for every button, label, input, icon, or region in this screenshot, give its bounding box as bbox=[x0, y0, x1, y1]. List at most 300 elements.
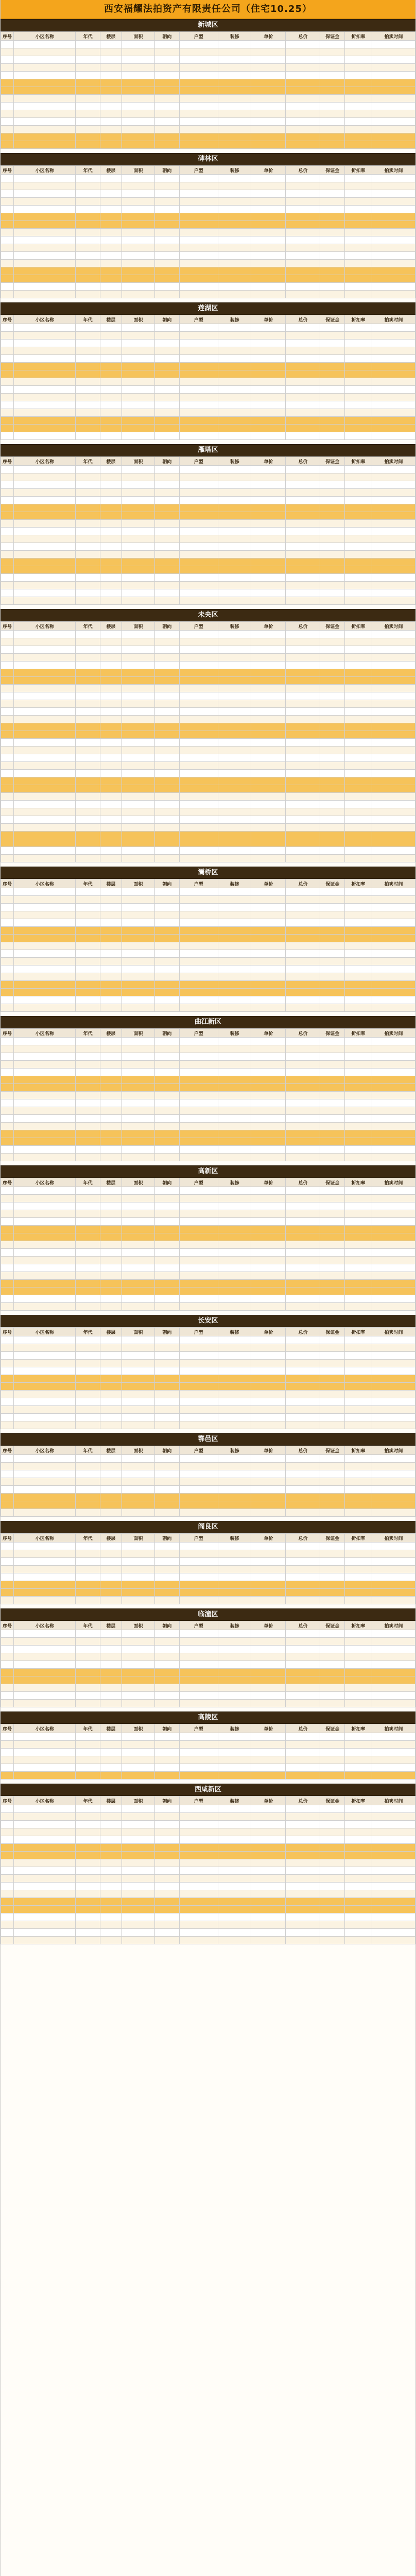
table-cell bbox=[179, 1375, 218, 1383]
table-cell bbox=[1, 198, 14, 206]
table-row bbox=[1, 1257, 415, 1264]
table-cell bbox=[251, 685, 286, 692]
column-header: 小区名称 bbox=[14, 1446, 76, 1455]
column-header: 拍卖时间 bbox=[372, 879, 415, 888]
column-header: 小区名称 bbox=[14, 1621, 76, 1630]
section-spacer bbox=[1, 1707, 415, 1711]
table-cell bbox=[320, 1828, 345, 1836]
table-cell bbox=[218, 839, 251, 847]
table-cell bbox=[14, 1733, 76, 1741]
table-row bbox=[1, 1692, 415, 1700]
table-cell bbox=[372, 762, 415, 770]
table-cell bbox=[372, 597, 415, 605]
table-row bbox=[1, 1233, 415, 1241]
table-cell bbox=[1, 785, 14, 793]
column-header: 拍卖时间 bbox=[372, 315, 415, 324]
table-cell bbox=[155, 1421, 180, 1429]
table-cell bbox=[286, 762, 320, 770]
table-cell bbox=[14, 1383, 76, 1391]
table-cell bbox=[372, 252, 415, 260]
table-cell bbox=[14, 110, 76, 118]
table-cell bbox=[179, 1741, 218, 1749]
table-cell bbox=[286, 1898, 320, 1906]
table-cell bbox=[372, 190, 415, 198]
table-cell bbox=[372, 793, 415, 801]
table-cell bbox=[286, 1875, 320, 1883]
table-cell bbox=[100, 236, 122, 244]
table-cell bbox=[100, 332, 122, 340]
table-cell bbox=[218, 558, 251, 566]
table-cell bbox=[179, 1053, 218, 1061]
table-cell bbox=[1, 401, 14, 409]
table-cell bbox=[320, 1455, 345, 1463]
table-row bbox=[1, 1470, 415, 1478]
table-cell bbox=[320, 942, 345, 950]
column-header: 拍卖时间 bbox=[372, 1446, 415, 1455]
table-cell bbox=[251, 1004, 286, 1012]
table-cell bbox=[14, 1344, 76, 1352]
table-cell bbox=[345, 497, 372, 504]
table-cell bbox=[76, 1099, 100, 1107]
table-cell bbox=[218, 1249, 251, 1257]
table-cell bbox=[251, 1053, 286, 1061]
table-cell bbox=[286, 72, 320, 79]
table-row bbox=[1, 1684, 415, 1692]
table-cell bbox=[251, 981, 286, 989]
table-cell bbox=[14, 669, 76, 677]
column-header: 年代 bbox=[76, 1446, 100, 1455]
table-cell bbox=[122, 677, 154, 685]
table-cell bbox=[320, 126, 345, 133]
table-cell bbox=[179, 48, 218, 56]
table-cell bbox=[155, 747, 180, 754]
table-cell bbox=[100, 118, 122, 126]
table-cell bbox=[179, 1630, 218, 1638]
table-cell bbox=[14, 1280, 76, 1287]
table-cell bbox=[286, 543, 320, 551]
table-cell bbox=[76, 118, 100, 126]
table-cell bbox=[76, 888, 100, 896]
table-cell bbox=[14, 221, 76, 229]
table-cell bbox=[122, 1684, 154, 1692]
table-cell bbox=[320, 927, 345, 935]
table-cell bbox=[251, 816, 286, 824]
table-cell bbox=[251, 1669, 286, 1676]
table-cell bbox=[251, 911, 286, 919]
table-cell bbox=[14, 1414, 76, 1421]
table-cell bbox=[251, 260, 286, 267]
table-cell bbox=[122, 597, 154, 605]
table-cell bbox=[345, 1092, 372, 1099]
table-row bbox=[1, 1543, 415, 1550]
table-cell bbox=[218, 79, 251, 87]
table-cell bbox=[251, 1421, 286, 1429]
table-cell bbox=[218, 512, 251, 520]
table-cell bbox=[14, 839, 76, 847]
table-cell bbox=[1, 221, 14, 229]
table-cell bbox=[286, 1406, 320, 1414]
table-cell bbox=[218, 1821, 251, 1828]
table-cell bbox=[155, 723, 180, 731]
table-cell bbox=[122, 1202, 154, 1210]
table-cell bbox=[179, 1092, 218, 1099]
column-header: 装修 bbox=[218, 457, 251, 466]
table-cell bbox=[218, 824, 251, 832]
table-cell bbox=[76, 1669, 100, 1676]
table-cell bbox=[345, 973, 372, 981]
table-cell bbox=[14, 1756, 76, 1764]
column-header: 保证金 bbox=[320, 1621, 345, 1630]
table-cell bbox=[251, 1130, 286, 1138]
table-cell bbox=[1, 1414, 14, 1421]
table-cell bbox=[76, 1772, 100, 1780]
table-cell bbox=[1, 777, 14, 785]
table-cell bbox=[76, 1463, 100, 1470]
table-cell bbox=[251, 244, 286, 252]
table-cell bbox=[14, 692, 76, 700]
table-cell bbox=[320, 1558, 345, 1566]
table-cell bbox=[218, 1630, 251, 1638]
table-cell bbox=[76, 1692, 100, 1700]
table-cell bbox=[76, 1455, 100, 1463]
table-cell bbox=[122, 1406, 154, 1414]
table-cell bbox=[179, 847, 218, 855]
table-cell bbox=[122, 1414, 154, 1421]
table-cell bbox=[320, 566, 345, 574]
table-cell bbox=[345, 1805, 372, 1813]
table-cell bbox=[251, 589, 286, 597]
table-cell bbox=[76, 1828, 100, 1836]
table-cell bbox=[122, 566, 154, 574]
table-cell bbox=[122, 1898, 154, 1906]
column-header: 户型 bbox=[179, 457, 218, 466]
table-cell bbox=[122, 1375, 154, 1383]
table-cell bbox=[218, 473, 251, 481]
table-cell bbox=[100, 386, 122, 394]
column-header: 序号 bbox=[1, 1724, 14, 1733]
table-cell bbox=[372, 1764, 415, 1772]
table-cell bbox=[320, 1241, 345, 1249]
table-cell bbox=[372, 1821, 415, 1828]
table-cell bbox=[14, 1653, 76, 1661]
table-cell bbox=[345, 1890, 372, 1898]
table-cell bbox=[372, 425, 415, 432]
table-cell bbox=[122, 646, 154, 654]
table-cell bbox=[155, 708, 180, 716]
table-cell bbox=[345, 1638, 372, 1646]
table-cell bbox=[372, 110, 415, 118]
table-cell bbox=[372, 1661, 415, 1669]
table-cell bbox=[320, 1123, 345, 1130]
table-cell bbox=[251, 1501, 286, 1509]
table-cell bbox=[1, 1890, 14, 1898]
table-cell bbox=[320, 1045, 345, 1053]
table-cell bbox=[286, 1867, 320, 1875]
table-cell bbox=[1, 1669, 14, 1676]
column-header: 序号 bbox=[1, 879, 14, 888]
table-cell bbox=[122, 1890, 154, 1898]
table-cell bbox=[100, 417, 122, 425]
table-cell bbox=[155, 1684, 180, 1692]
table-cell bbox=[372, 520, 415, 528]
table-cell bbox=[345, 1287, 372, 1295]
table-cell bbox=[100, 275, 122, 283]
column-header: 保证金 bbox=[320, 1446, 345, 1455]
table-cell bbox=[122, 824, 154, 832]
table-cell bbox=[179, 1076, 218, 1084]
table-cell bbox=[76, 1813, 100, 1821]
table-cell bbox=[320, 832, 345, 839]
table-row bbox=[1, 919, 415, 927]
table-cell bbox=[345, 466, 372, 473]
column-header: 小区名称 bbox=[14, 1328, 76, 1336]
table-cell bbox=[345, 708, 372, 716]
table-cell bbox=[14, 1486, 76, 1494]
table-cell bbox=[286, 378, 320, 386]
table-cell bbox=[218, 1303, 251, 1311]
table-cell bbox=[320, 1741, 345, 1749]
table-cell bbox=[14, 1241, 76, 1249]
table-row bbox=[1, 1053, 415, 1061]
table-cell bbox=[76, 597, 100, 605]
table-cell bbox=[320, 793, 345, 801]
table-cell bbox=[251, 1264, 286, 1272]
table-cell bbox=[100, 896, 122, 904]
section-header: 鄠邑区 bbox=[1, 1433, 415, 1446]
table-cell bbox=[1, 1509, 14, 1517]
table-cell bbox=[286, 190, 320, 198]
table-cell bbox=[76, 1383, 100, 1391]
table-cell bbox=[320, 1154, 345, 1161]
table-cell bbox=[122, 504, 154, 512]
table-cell bbox=[14, 1463, 76, 1470]
table-cell bbox=[372, 260, 415, 267]
table-cell bbox=[251, 1875, 286, 1883]
table-cell bbox=[122, 1733, 154, 1741]
table-cell bbox=[122, 919, 154, 927]
table-cell bbox=[155, 911, 180, 919]
table-cell bbox=[155, 110, 180, 118]
table-cell bbox=[218, 1004, 251, 1012]
table-cell bbox=[179, 1146, 218, 1154]
table-cell bbox=[345, 110, 372, 118]
table-cell bbox=[1, 110, 14, 118]
table-cell bbox=[122, 1597, 154, 1604]
table-cell bbox=[1, 126, 14, 133]
table-cell bbox=[218, 950, 251, 958]
table-cell bbox=[286, 473, 320, 481]
table-cell bbox=[179, 1280, 218, 1287]
table-cell bbox=[122, 48, 154, 56]
table-cell bbox=[372, 394, 415, 401]
table-cell bbox=[155, 1123, 180, 1130]
column-header: 折扣率 bbox=[345, 1621, 372, 1630]
table-row bbox=[1, 1264, 415, 1272]
table-cell bbox=[345, 1123, 372, 1130]
table-cell bbox=[251, 1937, 286, 1944]
table-row bbox=[1, 574, 415, 582]
table-cell bbox=[251, 669, 286, 677]
table-row bbox=[1, 1154, 415, 1161]
table-cell bbox=[251, 716, 286, 723]
column-header: 保证金 bbox=[320, 1534, 345, 1543]
table-cell bbox=[100, 847, 122, 855]
table-cell bbox=[251, 1543, 286, 1550]
table-cell bbox=[218, 198, 251, 206]
table-cell bbox=[100, 1821, 122, 1828]
table-cell bbox=[372, 847, 415, 855]
table-cell bbox=[14, 1287, 76, 1295]
table-cell bbox=[1, 206, 14, 213]
table-cell bbox=[345, 386, 372, 394]
table-cell bbox=[155, 816, 180, 824]
table-cell bbox=[372, 1478, 415, 1486]
table-cell bbox=[372, 72, 415, 79]
table-cell bbox=[100, 808, 122, 816]
table-cell bbox=[372, 1566, 415, 1573]
table-cell bbox=[14, 1187, 76, 1195]
table-cell bbox=[155, 1929, 180, 1937]
column-header: 年代 bbox=[76, 32, 100, 41]
table-cell bbox=[100, 700, 122, 708]
table-cell bbox=[345, 793, 372, 801]
table-cell bbox=[218, 206, 251, 213]
table-cell bbox=[122, 1937, 154, 1944]
table-cell bbox=[251, 582, 286, 589]
table-cell bbox=[320, 1906, 345, 1913]
table-cell bbox=[345, 1455, 372, 1463]
column-header: 单价 bbox=[251, 1446, 286, 1455]
table-cell bbox=[155, 785, 180, 793]
table-cell bbox=[155, 1638, 180, 1646]
table-cell bbox=[122, 370, 154, 378]
table-cell bbox=[218, 1749, 251, 1756]
table-cell bbox=[76, 1069, 100, 1076]
column-header: 总价 bbox=[286, 1328, 320, 1336]
table-cell bbox=[345, 785, 372, 793]
table-cell bbox=[179, 504, 218, 512]
table-cell bbox=[179, 1391, 218, 1398]
table-cell bbox=[76, 332, 100, 340]
section-header: 曲江新区 bbox=[1, 1016, 415, 1028]
table-cell bbox=[100, 1589, 122, 1597]
table-cell bbox=[100, 347, 122, 355]
table-cell bbox=[155, 1069, 180, 1076]
table-cell bbox=[320, 1406, 345, 1414]
table-cell bbox=[372, 973, 415, 981]
table-cell bbox=[179, 574, 218, 582]
table-cell bbox=[345, 41, 372, 48]
table-cell bbox=[155, 1764, 180, 1772]
table-cell bbox=[155, 324, 180, 332]
table-cell bbox=[320, 1692, 345, 1700]
table-cell bbox=[122, 1138, 154, 1146]
table-cell bbox=[372, 79, 415, 87]
table-cell bbox=[345, 723, 372, 731]
table-cell bbox=[100, 646, 122, 654]
column-header: 户型 bbox=[179, 32, 218, 41]
table-cell bbox=[155, 1092, 180, 1099]
table-row bbox=[1, 597, 415, 605]
table-cell bbox=[100, 1264, 122, 1272]
table-cell bbox=[345, 1875, 372, 1883]
table-cell bbox=[122, 1053, 154, 1061]
table-cell bbox=[218, 1257, 251, 1264]
table-cell bbox=[320, 386, 345, 394]
table-cell bbox=[100, 770, 122, 777]
table-cell bbox=[372, 56, 415, 64]
table-cell bbox=[100, 638, 122, 646]
table-cell bbox=[372, 283, 415, 291]
table-cell bbox=[155, 535, 180, 543]
table-cell bbox=[320, 417, 345, 425]
table-cell bbox=[286, 1360, 320, 1367]
table-cell bbox=[76, 1053, 100, 1061]
table-cell bbox=[251, 198, 286, 206]
table-cell bbox=[345, 1470, 372, 1478]
table-cell bbox=[1, 1937, 14, 1944]
column-header: 装修 bbox=[218, 166, 251, 175]
table-cell bbox=[179, 919, 218, 927]
table-cell bbox=[218, 1218, 251, 1226]
table-cell bbox=[251, 1906, 286, 1913]
table-cell bbox=[155, 777, 180, 785]
table-cell bbox=[320, 1661, 345, 1669]
table-row bbox=[1, 1202, 415, 1210]
table-cell bbox=[320, 731, 345, 739]
table-row bbox=[1, 1038, 415, 1045]
table-cell bbox=[372, 417, 415, 425]
table-cell bbox=[372, 1630, 415, 1638]
table-cell bbox=[155, 347, 180, 355]
table-cell bbox=[100, 1218, 122, 1226]
table-cell bbox=[122, 558, 154, 566]
table-cell bbox=[372, 213, 415, 221]
table-cell bbox=[179, 1805, 218, 1813]
table-cell bbox=[251, 141, 286, 149]
table-cell bbox=[372, 1805, 415, 1813]
table-cell bbox=[76, 824, 100, 832]
table-cell bbox=[345, 1741, 372, 1749]
table-cell bbox=[122, 1107, 154, 1115]
table-cell bbox=[122, 1676, 154, 1684]
table-cell bbox=[179, 1543, 218, 1550]
table-cell bbox=[179, 198, 218, 206]
table-cell bbox=[179, 1478, 218, 1486]
table-row bbox=[1, 847, 415, 855]
table-cell bbox=[155, 198, 180, 206]
table-cell bbox=[155, 1226, 180, 1233]
table-cell bbox=[155, 551, 180, 558]
table-cell bbox=[179, 118, 218, 126]
table-cell bbox=[76, 190, 100, 198]
table-cell bbox=[122, 1280, 154, 1287]
column-header: 保证金 bbox=[320, 32, 345, 41]
table-cell bbox=[155, 824, 180, 832]
table-row bbox=[1, 103, 415, 110]
table-cell bbox=[251, 324, 286, 332]
table-cell bbox=[251, 64, 286, 72]
table-cell bbox=[155, 1741, 180, 1749]
table-cell bbox=[100, 1913, 122, 1921]
table-cell bbox=[179, 888, 218, 896]
column-header: 楼层 bbox=[100, 1328, 122, 1336]
table-cell bbox=[345, 489, 372, 497]
table-cell bbox=[14, 1573, 76, 1581]
table-cell bbox=[286, 1470, 320, 1478]
table-header-row bbox=[1, 1446, 415, 1455]
table-cell bbox=[122, 762, 154, 770]
